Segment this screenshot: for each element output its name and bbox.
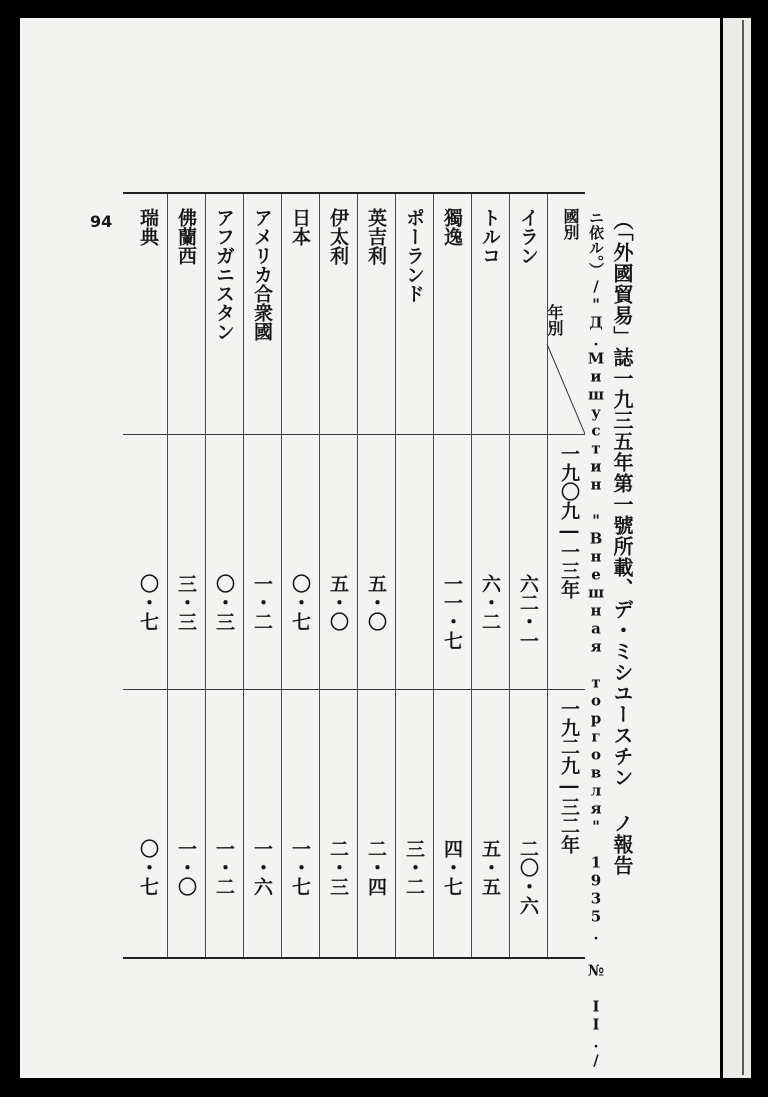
- row-value-1929-1932: 一・二: [213, 839, 235, 896]
- trade-table: [123, 192, 585, 959]
- row-country: 日本: [289, 208, 311, 246]
- col-line: [205, 194, 206, 957]
- row-value-1909-1913: 〇・七: [289, 574, 311, 631]
- row-value-1909-1913: 三・三: [175, 574, 197, 631]
- row-value-1929-1932: 二・四: [365, 839, 387, 896]
- row-value-1909-1913: 〇・三: [213, 574, 235, 631]
- page-fold-line: [742, 20, 744, 1075]
- row-country: 英吉利: [365, 208, 387, 265]
- header-period-1909-1913: 一九〇九―一三年: [558, 444, 580, 599]
- col-line: [243, 194, 244, 957]
- row-value-1909-1913: 五・〇: [365, 574, 387, 631]
- row-country: 獨逸: [441, 208, 463, 246]
- row-value-1929-1932: 二〇・六: [517, 839, 539, 915]
- row-country: アフガニスタン: [213, 208, 235, 341]
- row-country: 佛蘭西: [175, 208, 197, 265]
- header-year-label: 年別: [545, 304, 564, 336]
- row-country: ポーランド: [403, 208, 425, 303]
- row-country: 瑞典: [137, 208, 159, 246]
- row-country: イラン: [517, 208, 539, 265]
- row-country: トルコ: [479, 208, 501, 265]
- row-value-1909-1913: 六・二: [479, 574, 501, 631]
- col-line: [395, 194, 396, 957]
- row-value-1929-1932: 四・七: [441, 839, 463, 896]
- col-line: [281, 194, 282, 957]
- row-value-1909-1913: 一・二: [251, 574, 273, 631]
- header-rule: [123, 434, 585, 435]
- row-value-1929-1932: 五・五: [479, 839, 501, 896]
- col-line: [357, 194, 358, 957]
- col-line: [167, 194, 168, 957]
- row-value-1929-1932: 一・七: [289, 839, 311, 896]
- adjacent-page-edge: [723, 18, 751, 1078]
- col-line: [509, 194, 510, 957]
- column-divider-rule: [123, 689, 585, 690]
- row-value-1909-1913: 五・〇: [327, 574, 349, 631]
- caption-line-1: （「外國貿易」誌一九三五年第一號所載、デ・ミシユースチン ノ報告: [610, 210, 634, 876]
- row-value-1929-1932: 一・六: [251, 839, 273, 896]
- header-period-1929-1932: 一九二九―三二年: [558, 699, 580, 854]
- row-value-1909-1913: 六二・一: [517, 574, 539, 650]
- row-value-1929-1932: 三・二: [403, 839, 425, 896]
- row-country: 伊太利: [327, 208, 349, 265]
- caption-line-2: ニ依ル。）/"Д.Мишустин "Внешная торговля" 1935. № II./: [587, 210, 605, 1070]
- row-value-1909-1913: 一一・七: [441, 574, 463, 650]
- row-value-1929-1932: 〇・七: [137, 839, 159, 896]
- row-value-1929-1932: 二・三: [327, 839, 349, 896]
- page-number: 94: [90, 212, 113, 231]
- row-country: アメリカ合衆國: [251, 208, 273, 341]
- col-line: [433, 194, 434, 957]
- row-value-1909-1913: 〇・七: [137, 574, 159, 631]
- col-line: [471, 194, 472, 957]
- col-line: [319, 194, 320, 957]
- row-value-1929-1932: 一・〇: [175, 839, 197, 896]
- header-country-label: 國別: [561, 208, 580, 240]
